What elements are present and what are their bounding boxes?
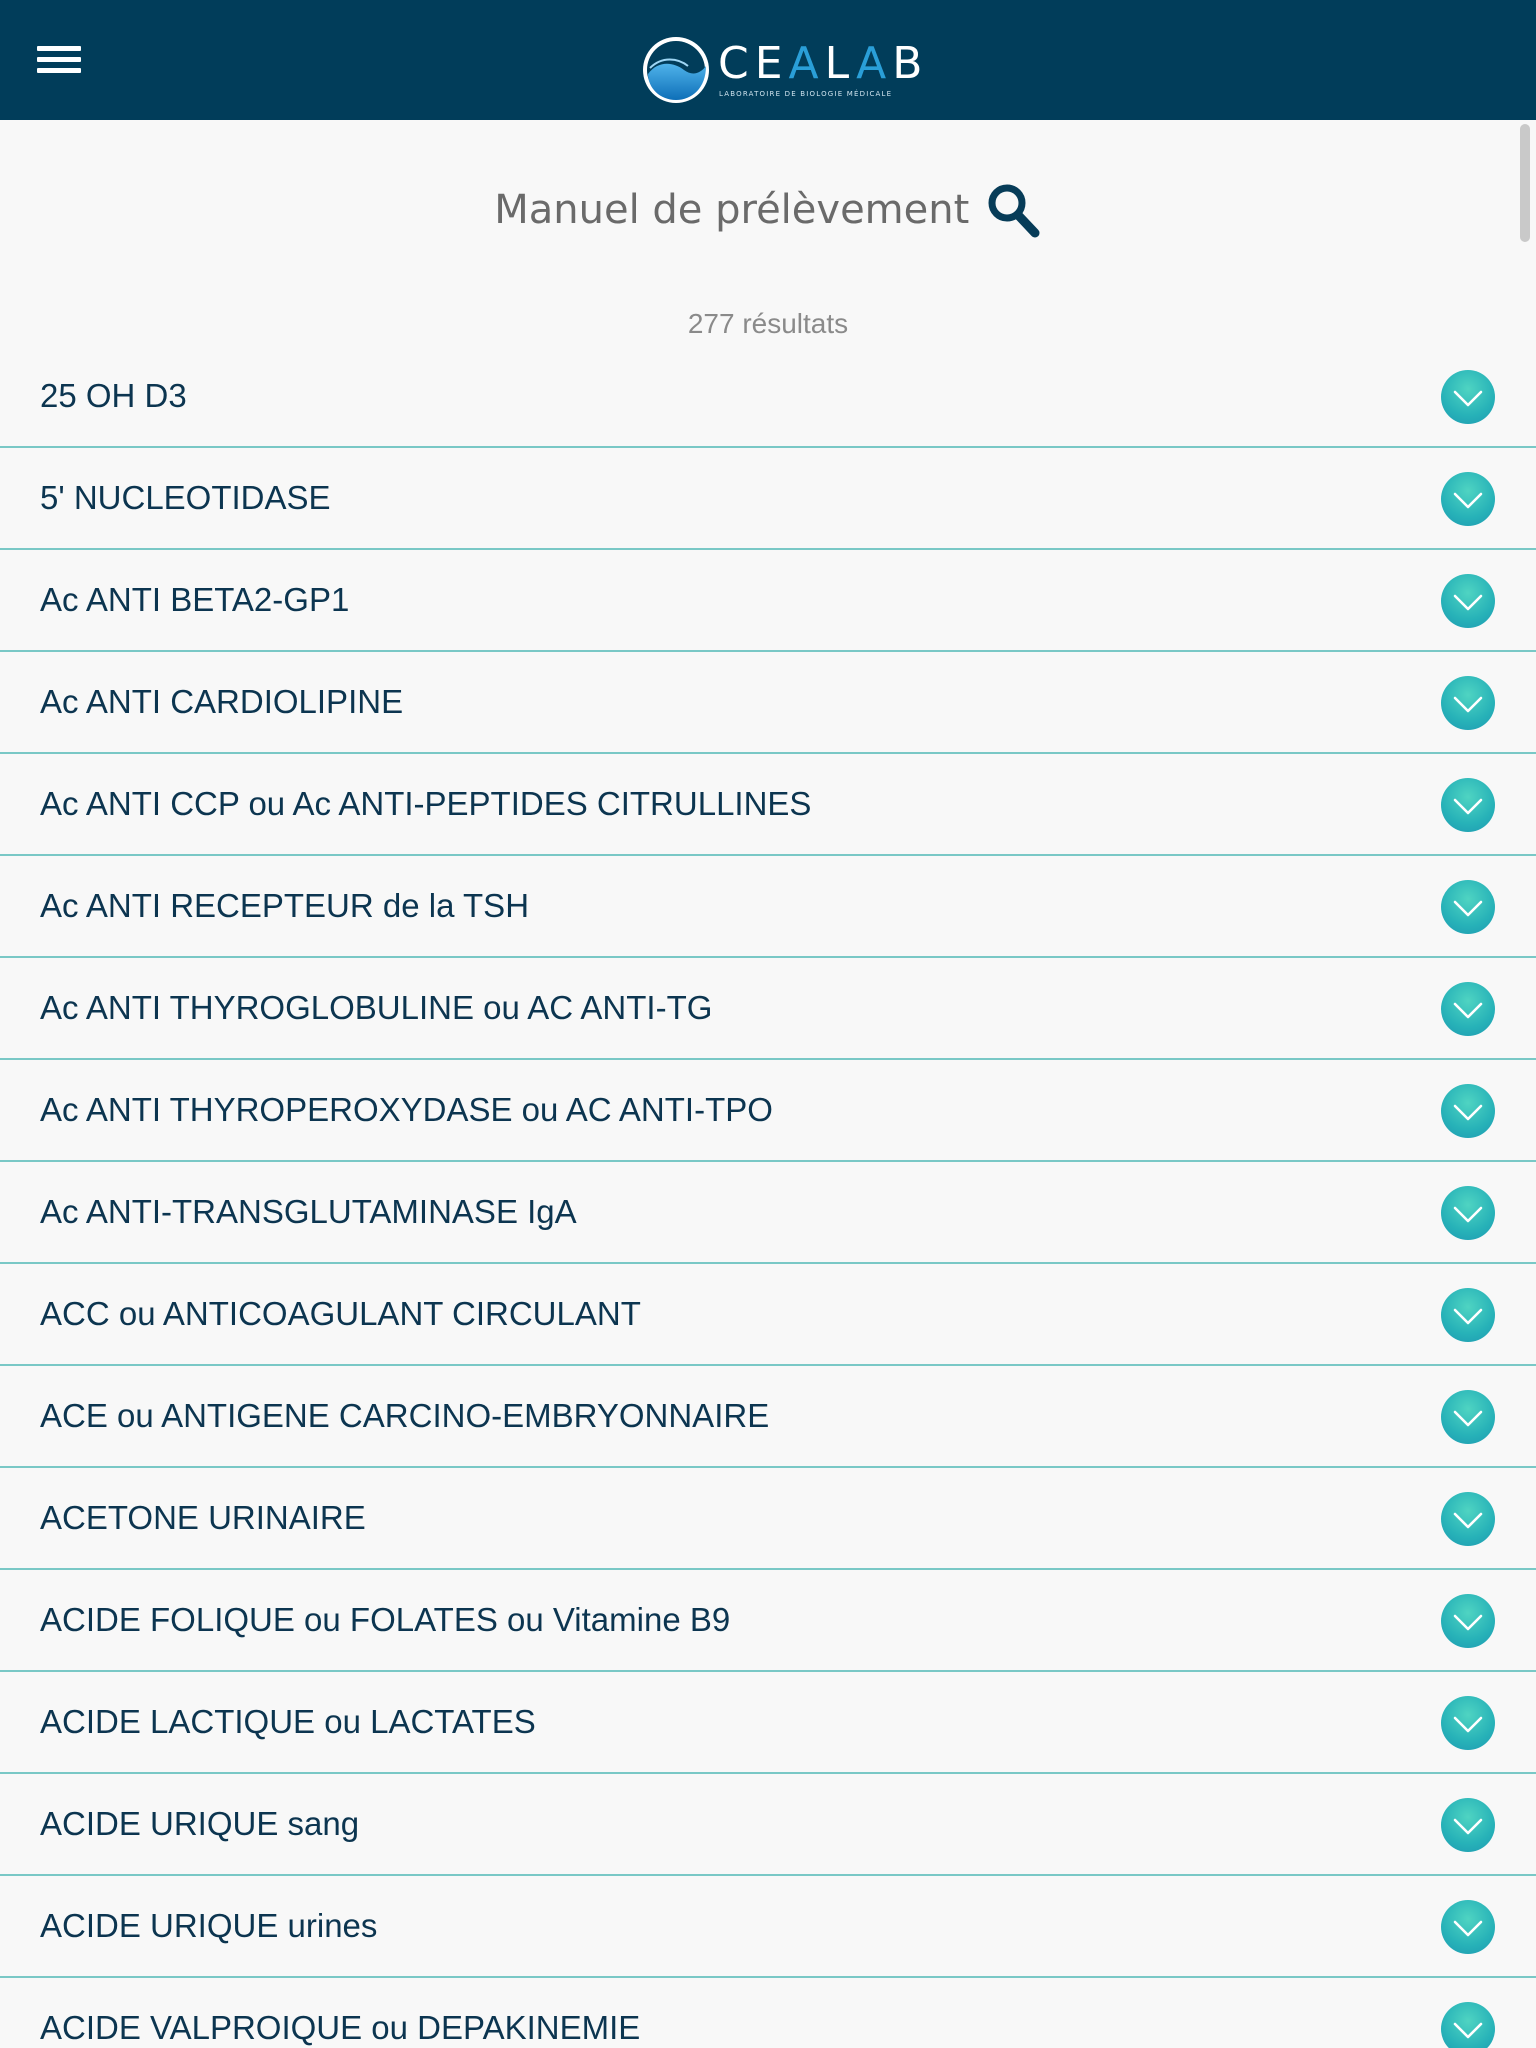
chevron-down-circle-icon[interactable] — [1441, 1084, 1495, 1138]
chevron-down-circle-icon[interactable] — [1441, 1288, 1495, 1342]
list-item[interactable] — [0, 448, 1536, 550]
list-item[interactable] — [0, 1060, 1536, 1162]
list-item[interactable] — [0, 1570, 1536, 1672]
list-item-label: Ac ANTI RECEPTEUR de la TSH — [40, 887, 530, 924]
list-item[interactable] — [0, 754, 1536, 856]
list-item[interactable] — [0, 958, 1536, 1060]
chevron-down-circle-icon[interactable] — [1441, 1696, 1495, 1750]
list-item[interactable] — [0, 1876, 1536, 1978]
chevron-down-circle-icon[interactable] — [1441, 982, 1495, 1036]
list-item[interactable] — [0, 1978, 1536, 2048]
list-item[interactable] — [0, 1774, 1536, 1876]
chevron-down-circle-icon[interactable] — [1441, 778, 1495, 832]
logo-wordmark: CEALAB — [718, 38, 929, 89]
chevron-down-circle-icon[interactable] — [1441, 2002, 1495, 2048]
search-icon[interactable] — [984, 180, 1042, 240]
list-item-label: Ac ANTI THYROGLOBULINE ou AC ANTI-TG — [40, 989, 713, 1026]
list-item-label: ACIDE URIQUE urines — [40, 1907, 378, 1944]
chevron-down-circle-icon[interactable] — [1441, 880, 1495, 934]
results-count: 277 résultats — [687, 308, 849, 339]
scrollbar-thumb[interactable] — [1520, 124, 1530, 242]
list-item-label: 5' NUCLEOTIDASE — [40, 479, 331, 516]
list-item-label: 25 OH D3 — [40, 377, 187, 414]
list-item-label: ACETONE URINAIRE — [40, 1499, 366, 1536]
list-item-label: Ac ANTI CARDIOLIPINE — [40, 683, 404, 720]
list-item[interactable] — [0, 550, 1536, 652]
chevron-down-circle-icon[interactable] — [1441, 370, 1495, 424]
chevron-down-circle-icon[interactable] — [1441, 1492, 1495, 1546]
list-item-label: ACE ou ANTIGENE CARCINO-EMBRYONNAIRE — [40, 1397, 770, 1434]
chevron-down-circle-icon[interactable] — [1441, 1594, 1495, 1648]
top-bar — [0, 0, 1536, 120]
chevron-down-circle-icon[interactable] — [1441, 1798, 1495, 1852]
list-item-label: Ac ANTI CCP ou Ac ANTI-PEPTIDES CITRULLINES — [40, 785, 812, 822]
hamburger-menu-icon[interactable] — [32, 38, 88, 82]
page-title-row — [0, 180, 1536, 250]
cealab-logo[interactable] — [638, 34, 929, 108]
list-item-label: ACIDE FOLIQUE ou FOLATES ou Vitamine B9 — [40, 1601, 731, 1638]
list-item-label: Ac ANTI BETA2-GP1 — [40, 581, 350, 618]
list-item[interactable] — [0, 346, 1536, 448]
logo-tagline: LABORATOIRE DE BIOLOGIE MÉDICALE — [719, 90, 893, 98]
list-item[interactable] — [0, 1162, 1536, 1264]
list-item[interactable] — [0, 1468, 1536, 1570]
chevron-down-circle-icon[interactable] — [1441, 1186, 1495, 1240]
list-item[interactable] — [0, 1366, 1536, 1468]
list-item[interactable] — [0, 1672, 1536, 1774]
logo-wave-icon — [640, 34, 712, 106]
list-item-label: ACIDE URIQUE sang — [40, 1805, 360, 1842]
list-item-label: Ac ANTI-TRANSGLUTAMINASE IgA — [40, 1193, 577, 1230]
page-title: Manuel de prélèvement — [494, 187, 970, 233]
chevron-down-circle-icon[interactable] — [1441, 1900, 1495, 1954]
list-item-label: ACIDE LACTIQUE ou LACTATES — [40, 1703, 536, 1740]
list-item-label: Ac ANTI THYROPEROXYDASE ou AC ANTI-TPO — [40, 1091, 773, 1128]
list-item[interactable] — [0, 1264, 1536, 1366]
results-list — [0, 346, 1536, 2048]
list-item-label: ACIDE VALPROIQUE ou DEPAKINEMIE — [40, 2009, 641, 2046]
chevron-down-circle-icon[interactable] — [1441, 574, 1495, 628]
list-item-label: ACC ou ANTICOAGULANT CIRCULANT — [40, 1295, 641, 1332]
chevron-down-circle-icon[interactable] — [1441, 676, 1495, 730]
list-item[interactable] — [0, 652, 1536, 754]
chevron-down-circle-icon[interactable] — [1441, 1390, 1495, 1444]
list-item[interactable] — [0, 856, 1536, 958]
chevron-down-circle-icon[interactable] — [1441, 472, 1495, 526]
